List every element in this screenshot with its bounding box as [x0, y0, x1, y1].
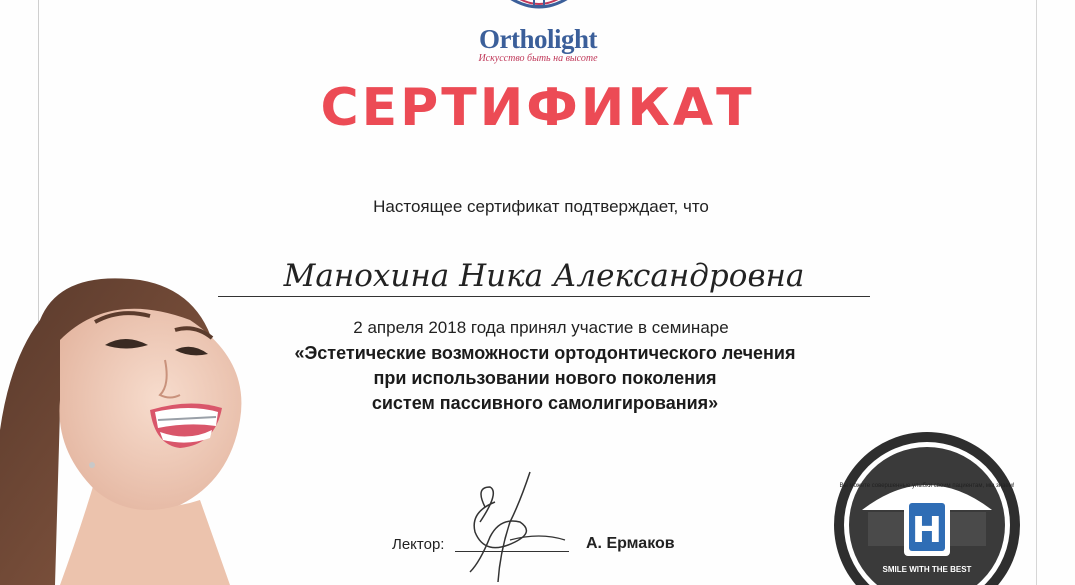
logo-tagline: Искусство быть на высоте: [478, 53, 598, 64]
lecturer-signature: [440, 462, 580, 585]
seminar-line: «Эстетические возможности ортодонтического лечения: [294, 343, 796, 363]
badge-letter: H: [911, 510, 943, 551]
recipient-name: Манохина Ника Александровна: [283, 258, 805, 294]
recipient-underline: [218, 296, 870, 297]
smiling-woman-photo: [0, 250, 260, 585]
lecturer-name: А. Ермаков: [586, 535, 675, 552]
signature-line: [455, 551, 569, 552]
ortholight-logo: [468, 0, 608, 70]
smile-with-the-best-badge: [832, 430, 1022, 585]
badge-bottom-text: SMILE WITH THE BEST: [882, 565, 972, 574]
seminar-line: систем пассивного самолигирования»: [371, 393, 719, 413]
logo-emblem-icon: [504, 0, 574, 20]
seminar-title: [170, 341, 920, 416]
badge-top-text: Вы можете совершенные улыбки своим пациентам, мы знаем!: [839, 483, 1015, 489]
certificate-title: СЕРТИФИКАТ: [320, 78, 755, 138]
confirm-text: Настоящее сертификат подтверждает, что: [373, 197, 709, 216]
seminar-line: при использовании нового поколения: [373, 368, 717, 388]
logo-name: Ortholight: [478, 24, 597, 54]
lecturer-label: Лектор:: [392, 536, 445, 553]
date-text: 2 апреля 2018 года принял участие в семинаре: [353, 318, 729, 337]
